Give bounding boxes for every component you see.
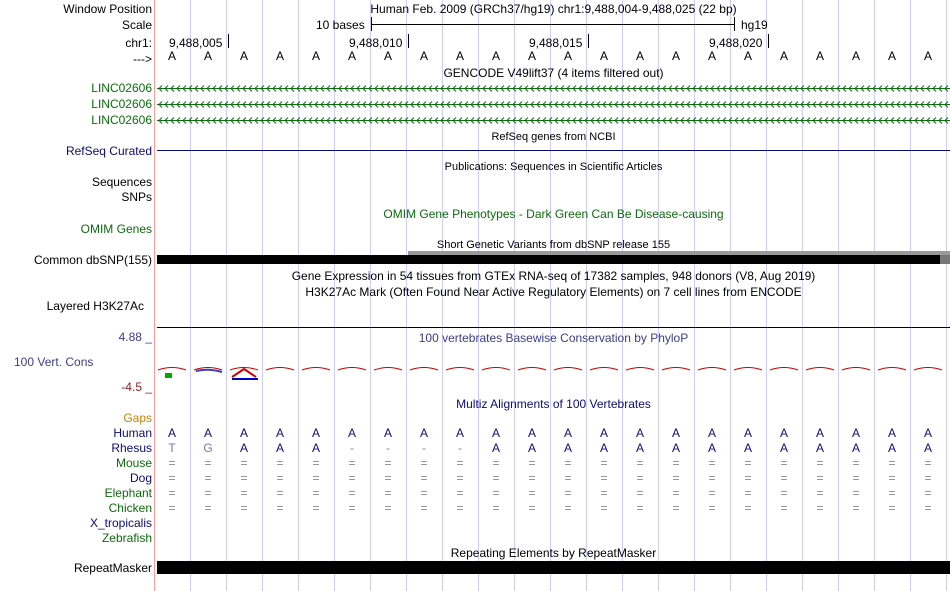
alignment-base: A — [707, 441, 716, 455]
alignment-base: A — [599, 441, 608, 455]
alignment-base: = — [276, 456, 284, 470]
sequence-base[interactable]: A — [851, 49, 860, 63]
assembly-position-text: Human Feb. 2009 (GRCh37/hg19) chr1:9,488,004-9,488,025 (22 bp) — [370, 2, 737, 16]
alignment-base: = — [384, 501, 392, 515]
alignment-base: A — [419, 426, 428, 440]
alignment-base: = — [888, 456, 896, 470]
phylop-track-title: 100 vertebrates Basewise Conservation by PhyloP — [418, 331, 689, 345]
alignment-base: = — [168, 486, 176, 500]
phylop-mark — [842, 368, 870, 371]
alignment-base: = — [528, 471, 536, 485]
alignment-base: = — [708, 471, 716, 485]
phylop-min-label: -4.5 _ — [121, 380, 152, 394]
chrom-label: chr1: — [125, 36, 152, 50]
gaps-track-label[interactable]: Gaps — [123, 411, 152, 425]
alignment-base: A — [203, 426, 212, 440]
alignment-base: = — [852, 456, 860, 470]
alignment-base: = — [528, 501, 536, 515]
alignment-base: = — [492, 456, 500, 470]
alignment-base: = — [708, 486, 716, 500]
alignment-base: - — [458, 441, 462, 455]
repeatmasker-track-title: Repeating Elements by RepeatMasker — [450, 546, 657, 560]
sequence-base[interactable]: A — [779, 49, 788, 63]
alignment-base: - — [386, 441, 390, 455]
alignment-base: A — [563, 441, 572, 455]
alignment-base: = — [204, 456, 212, 470]
sequence-base[interactable]: A — [887, 49, 896, 63]
alignment-base: = — [924, 501, 932, 515]
alignment-base: = — [564, 456, 572, 470]
sequence-base[interactable]: A — [527, 49, 536, 63]
alignment-base: = — [636, 456, 644, 470]
species-label-human[interactable]: Human — [113, 426, 152, 440]
alignment-base: = — [240, 456, 248, 470]
alignment-base: = — [744, 456, 752, 470]
alignment-base: A — [887, 426, 896, 440]
alignment-base: A — [743, 426, 752, 440]
phylop-mark — [662, 368, 690, 371]
alignment-base: A — [851, 426, 860, 440]
phylop-wiggle[interactable] — [158, 368, 942, 380]
window-position-label: Window Position — [63, 2, 152, 16]
alignment-base: = — [168, 501, 176, 515]
alignment-base: = — [888, 501, 896, 515]
alignment-base: = — [384, 456, 392, 470]
alignment-base: = — [564, 501, 572, 515]
alignment-base: A — [851, 441, 860, 455]
h3k27ac-track-label[interactable]: Layered H3K27Ac — [46, 299, 144, 313]
refseq-track-label[interactable]: RefSeq Curated — [65, 144, 152, 158]
alignment-base: = — [744, 486, 752, 500]
alignment-base: = — [456, 486, 464, 500]
alignment-base: = — [348, 501, 356, 515]
omim-track-label[interactable]: OMIM Genes — [80, 222, 152, 236]
alignment-base: A — [779, 441, 788, 455]
alignment-base: A — [239, 426, 248, 440]
ruler-position-3: 9,488,015 — [529, 36, 583, 50]
alignment-base: = — [816, 471, 824, 485]
alignment-base: A — [815, 426, 824, 440]
sequence-base[interactable]: A — [707, 49, 716, 63]
alignment-base: A — [491, 441, 500, 455]
alignment-base: A — [275, 426, 284, 440]
alignment-base: A — [923, 426, 932, 440]
ruler-position-4: 9,488,020 — [709, 36, 763, 50]
alignment-base: = — [276, 486, 284, 500]
alignment-base: A — [275, 441, 284, 455]
phylop-mark — [770, 368, 798, 371]
refseq-track-title: RefSeq genes from NCBI — [491, 131, 616, 143]
sequence-base[interactable]: A — [743, 49, 752, 63]
phylop-max-label: 4.88 _ — [118, 330, 152, 344]
alignment-base: = — [708, 501, 716, 515]
phylop-mark — [232, 369, 256, 377]
strand-arrow-label: ---> — [133, 52, 152, 66]
sequence-base[interactable]: A — [275, 49, 284, 63]
scale-assembly-text: hg19 — [741, 18, 768, 32]
species-label-chicken[interactable]: Chicken — [108, 501, 152, 515]
alignment-base: = — [636, 486, 644, 500]
gencode-item-label-1[interactable]: LINC02606 — [91, 81, 152, 95]
gencode-transcript[interactable] — [157, 86, 950, 92]
alignment-base: = — [780, 471, 788, 485]
gencode-item-label-2[interactable]: LINC02606 — [91, 97, 152, 111]
gencode-transcript[interactable] — [157, 102, 950, 108]
snps-track-label[interactable]: SNPs — [121, 190, 152, 204]
alignment-base: = — [456, 501, 464, 515]
alignment-base: = — [204, 471, 212, 485]
gencode-transcripts[interactable] — [157, 86, 950, 124]
ruler-position-2: 9,488,010 — [349, 36, 403, 50]
alignment-base: = — [672, 486, 680, 500]
dbsnp-track-title: Short Genetic Variants from dbSNP release 155 — [436, 239, 671, 251]
alignment-base: = — [528, 456, 536, 470]
sequence-base[interactable]: A — [239, 49, 248, 63]
sequence-base[interactable]: A — [599, 49, 608, 63]
species-label-zebrafish[interactable]: Zebrafish — [101, 531, 152, 545]
alignment-base: = — [420, 456, 428, 470]
alignment-base: A — [347, 426, 356, 440]
phylop-mark — [590, 368, 618, 371]
alignment-base: = — [600, 456, 608, 470]
sequence-base[interactable]: A — [563, 49, 572, 63]
alignment-base: = — [312, 471, 320, 485]
alignment-base: T — [168, 441, 176, 455]
alignment-base: = — [384, 471, 392, 485]
sequence-base[interactable]: A — [815, 49, 824, 63]
alignment-base: = — [276, 501, 284, 515]
phylop-mark — [158, 368, 186, 371]
alignment-base: = — [348, 471, 356, 485]
alignment-base: = — [204, 501, 212, 515]
phylop-mark — [446, 368, 474, 371]
phylop-mark — [482, 368, 510, 371]
gencode-track-title: GENCODE V49lift37 (4 items filtered out) — [443, 66, 664, 80]
alignment-base: = — [708, 456, 716, 470]
species-label-mouse[interactable]: Mouse — [115, 456, 152, 470]
repeatmasker-track-label[interactable]: RepeatMasker — [73, 561, 152, 575]
alignment-base: = — [348, 456, 356, 470]
alignment-base: = — [420, 486, 428, 500]
phylop-mark — [518, 368, 546, 371]
alignment-base: = — [492, 501, 500, 515]
alignment-base: = — [168, 471, 176, 485]
alignment-base: A — [311, 441, 320, 455]
alignment-base: = — [312, 501, 320, 515]
species-label-dog[interactable]: Dog — [129, 471, 152, 485]
alignment-base: = — [420, 471, 428, 485]
alignment-base: A — [239, 441, 248, 455]
alignment-base: = — [852, 486, 860, 500]
alignment-base: = — [816, 501, 824, 515]
alignment-base: = — [852, 471, 860, 485]
alignment-base: A — [527, 441, 536, 455]
gencode-item-label-3[interactable]: LINC02606 — [91, 113, 152, 127]
phylop-mark — [806, 368, 834, 371]
sequence-base[interactable]: A — [167, 49, 176, 63]
sequence-base[interactable]: A — [383, 49, 392, 63]
phylop-mark — [914, 368, 942, 371]
sequence-base[interactable]: A — [419, 49, 428, 63]
alignment-base: = — [636, 471, 644, 485]
gencode-transcript[interactable] — [157, 118, 950, 124]
phylop-mark — [626, 368, 654, 371]
alignment-base: - — [422, 441, 426, 455]
alignment-base: = — [600, 471, 608, 485]
phylop-mark — [734, 368, 762, 371]
alignment-base: = — [420, 501, 428, 515]
alignment-base: = — [744, 501, 752, 515]
phylop-mark — [196, 370, 222, 372]
alignment-base: = — [744, 471, 752, 485]
species-label-elephant[interactable]: Elephant — [104, 486, 152, 500]
alignment-base: = — [852, 501, 860, 515]
alignment-base: A — [923, 441, 932, 455]
h3k27ac-baseline — [157, 327, 950, 328]
alignment-base: = — [672, 501, 680, 515]
alignment-base: = — [816, 486, 824, 500]
species-label-rhesus[interactable]: Rhesus — [111, 441, 152, 455]
species-label-x-tropicalis[interactable]: X_tropicalis — [89, 516, 152, 530]
alignment-base: A — [635, 426, 644, 440]
publications-track-title: Publications: Sequences in Scientific Articles — [444, 161, 663, 173]
alignment-base: = — [600, 501, 608, 515]
sequence-base[interactable]: A — [203, 49, 212, 63]
alignment-base: = — [924, 471, 932, 485]
alignment-base: A — [671, 441, 680, 455]
alignment-base: = — [780, 456, 788, 470]
alignment-base: = — [456, 471, 464, 485]
alignment-base: = — [348, 486, 356, 500]
alignment-base: A — [887, 441, 896, 455]
phylop-mark — [302, 368, 330, 371]
alignment-base: = — [564, 471, 572, 485]
alignment-base: = — [240, 471, 248, 485]
alignment-base: = — [492, 486, 500, 500]
alignment-base: = — [456, 456, 464, 470]
alignment-base: = — [888, 471, 896, 485]
repeatmasker-element-bar[interactable] — [157, 561, 950, 574]
phylop-mark — [338, 368, 366, 371]
sequence-base[interactable]: A — [671, 49, 680, 63]
gtex-track-title: Gene Expression in 54 tissues from GTEx RNA-seq of 17382 samples, 948 donors (V8, Aug 2019) — [291, 269, 816, 283]
sequence-base[interactable]: A — [311, 49, 320, 63]
dbsnp-gray-right — [940, 255, 950, 264]
alignment-base: = — [492, 471, 500, 485]
scale-bases-text: 10 bases — [316, 18, 365, 32]
alignment-base: = — [312, 486, 320, 500]
phylop-mark — [374, 368, 402, 371]
phylop-mark — [166, 374, 171, 377]
alignment-base: = — [276, 471, 284, 485]
alignment-base: = — [204, 486, 212, 500]
alignment-base: = — [384, 486, 392, 500]
alignment-base: A — [743, 441, 752, 455]
sequence-base[interactable]: A — [455, 49, 464, 63]
alignment-base: = — [780, 501, 788, 515]
alignment-base: = — [240, 501, 248, 515]
alignment-base: A — [563, 426, 572, 440]
scale-label: Scale — [121, 18, 152, 32]
phylop-mark — [554, 368, 582, 371]
alignment-base: = — [240, 486, 248, 500]
alignment-base: = — [168, 456, 176, 470]
phylop-mark — [266, 368, 294, 371]
dbsnp-track-label[interactable]: Common dbSNP(155) — [33, 253, 152, 267]
alignment-base: = — [312, 456, 320, 470]
alignment-base: A — [311, 426, 320, 440]
alignment-base: A — [635, 441, 644, 455]
alignment-base: = — [672, 471, 680, 485]
alignment-base: = — [528, 486, 536, 500]
multiz-track-title: Multiz Alignments of 100 Vertebrates — [456, 397, 651, 411]
alignment-base: = — [672, 456, 680, 470]
alignment-base: = — [600, 486, 608, 500]
phylop-mark — [698, 368, 726, 371]
ruler-position-1: 9,488,005 — [169, 36, 223, 50]
alignment-base: A — [779, 426, 788, 440]
alignment-base: A — [167, 426, 176, 440]
sequence-base[interactable]: A — [923, 49, 932, 63]
alignment-base: A — [815, 441, 824, 455]
sequence-base[interactable]: A — [491, 49, 500, 63]
alignment-base: = — [636, 501, 644, 515]
alignment-base: A — [707, 426, 716, 440]
alignment-base: = — [816, 456, 824, 470]
alignment-base: - — [350, 441, 354, 455]
alignment-base: A — [671, 426, 680, 440]
h3k27ac-track-title: H3K27Ac Mark (Often Found Near Active Regulatory Elements) on 7 cell lines from ENCODE — [305, 285, 802, 299]
phylop-mark — [878, 368, 906, 371]
alignment-base: A — [599, 426, 608, 440]
dbsnp-variant-bar[interactable] — [157, 255, 950, 264]
alignment-base: = — [924, 456, 932, 470]
sequences-track-label[interactable]: Sequences — [91, 175, 152, 189]
phylop-mark — [410, 368, 438, 371]
alignment-base: A — [455, 426, 464, 440]
alignment-base: = — [888, 486, 896, 500]
alignment-base: = — [780, 486, 788, 500]
omim-track-title: OMIM Gene Phenotypes - Dark Green Can Be Disease-causing — [383, 207, 724, 221]
alignment-base: A — [527, 426, 536, 440]
sequence-base[interactable]: A — [635, 49, 644, 63]
alignment-base: = — [564, 486, 572, 500]
alignment-base: = — [924, 486, 932, 500]
alignment-base: G — [203, 441, 213, 455]
alignment-base: A — [491, 426, 500, 440]
alignment-base: A — [383, 426, 392, 440]
sequence-base[interactable]: A — [347, 49, 356, 63]
phylop-track-label[interactable]: 100 Vert. Cons — [14, 355, 94, 369]
